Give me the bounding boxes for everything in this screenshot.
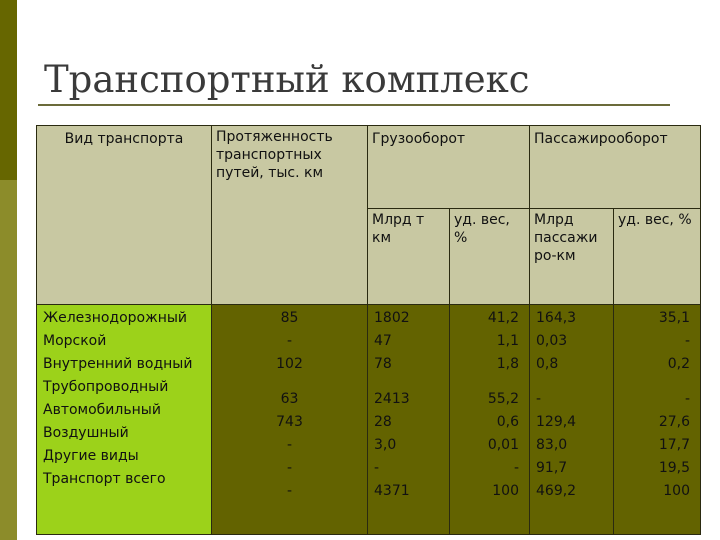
- passenger-share-value: 0,2: [667, 356, 690, 372]
- passenger-volume-column: [530, 305, 614, 535]
- mode-name: Морской: [43, 333, 107, 349]
- mode-name: Транспорт всего: [43, 471, 166, 487]
- passenger-share-column: [614, 305, 701, 535]
- passenger-volume-value: 129,4: [536, 414, 577, 430]
- header-freight-share: уд. вес, %: [450, 209, 530, 305]
- header-length: Протяженность транспортных путей, тыс. км: [212, 126, 368, 305]
- mode-name: Автомобильный: [43, 402, 161, 418]
- mode-name: Воздушный: [43, 425, 129, 441]
- length-value: 102: [276, 356, 303, 372]
- passenger-share-value: -: [684, 391, 690, 407]
- passenger-share-value: 100: [663, 483, 690, 499]
- passenger-share-value: 27,6: [658, 414, 690, 430]
- passenger-share-value: -: [684, 333, 690, 349]
- header-passenger-share: уд. вес, %: [614, 209, 701, 305]
- title-underline: [38, 104, 670, 106]
- freight-share-value: 0,6: [496, 414, 519, 430]
- length-value: 743: [276, 414, 303, 430]
- passenger-volume-value: 0,03: [536, 333, 568, 349]
- freight-volume-value: 47: [374, 333, 392, 349]
- freight-share-value: 1,1: [496, 333, 519, 349]
- passenger-volume-value: 469,2: [536, 483, 577, 499]
- passenger-volume-value: 83,0: [536, 437, 568, 453]
- decor-bar-top: [0, 0, 17, 180]
- freight-volume-value: 4371: [374, 483, 410, 499]
- mode-name: Внутренний водный: [43, 356, 193, 372]
- transport-table: [36, 125, 701, 535]
- length-value: -: [286, 437, 293, 453]
- passenger-volume-value: 164,3: [536, 310, 577, 326]
- mode-name: Железнодорожный: [43, 310, 188, 326]
- freight-share-value: 1,8: [496, 356, 519, 372]
- mode-column: [37, 305, 212, 535]
- freight-share-value: 0,01: [487, 437, 519, 453]
- header-mode: Вид транспорта: [37, 126, 212, 305]
- decor-bar-bottom: [0, 180, 17, 540]
- length-column: [212, 305, 368, 535]
- mode-name: Трубопроводный: [43, 379, 169, 395]
- passenger-volume-value: -: [536, 391, 542, 407]
- freight-volume-value: 3,0: [374, 437, 397, 453]
- freight-volume-value: 2413: [374, 391, 410, 407]
- passenger-share-value: 17,7: [658, 437, 690, 453]
- freight-share-value: 41,2: [487, 310, 519, 326]
- length-value: -: [286, 460, 293, 476]
- freight-volume-value: 28: [374, 414, 392, 430]
- length-value: 85: [280, 310, 299, 326]
- length-value: -: [286, 333, 293, 349]
- header-passenger: Пассажирооборот: [530, 126, 701, 209]
- slide-title: Транспортный комплекс: [44, 58, 530, 101]
- header-freight: Грузооборот: [368, 126, 530, 209]
- freight-volume-value: 1802: [374, 310, 410, 326]
- length-value: -: [286, 483, 293, 499]
- freight-share-value: -: [513, 460, 519, 476]
- passenger-share-value: 35,1: [658, 310, 690, 326]
- freight-volume-value: -: [374, 460, 380, 476]
- header-passenger-volume: Млрд пассажи ро-км: [530, 209, 614, 305]
- length-value: 63: [280, 391, 299, 407]
- freight-share-value: 100: [492, 483, 519, 499]
- freight-share-value: 55,2: [487, 391, 519, 407]
- freight-volume-value: 78: [374, 356, 392, 372]
- passenger-volume-value: 0,8: [536, 356, 559, 372]
- header-freight-volume: Млрд т км: [368, 209, 450, 305]
- freight-share-column: [450, 305, 530, 535]
- passenger-volume-value: 91,7: [536, 460, 568, 476]
- passenger-share-value: 19,5: [658, 460, 690, 476]
- freight-volume-column: [368, 305, 450, 535]
- mode-name: Другие виды: [43, 448, 139, 464]
